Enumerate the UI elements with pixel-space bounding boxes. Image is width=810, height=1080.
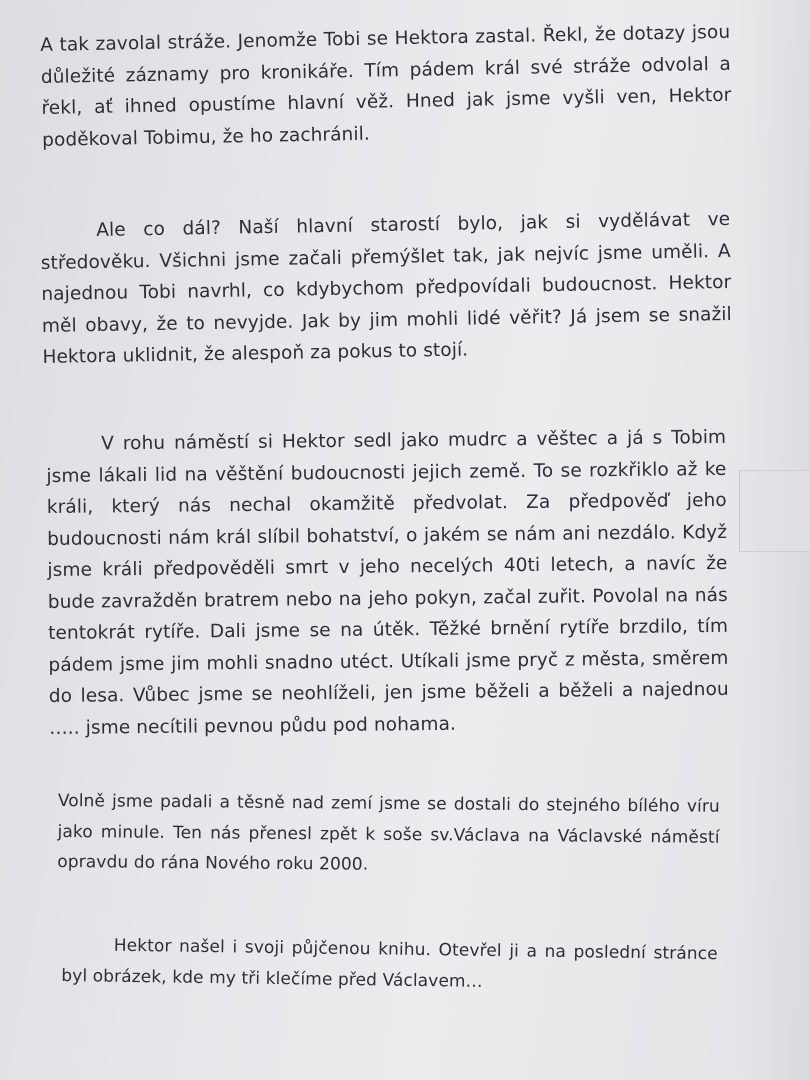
paragraph-5: Hektor našel i svoji půjčenou knihu. Otevřel ji a na poslední stránce byl obrázek, kde my tři klečíme před Václavem… <box>61 935 718 992</box>
paragraph-2: Ale co dál? Naší hlavní starostí bylo, jak si vydělávat ve středověku. Všichni jsme začali přemýšlet tak, jak nejvíc jsme uměli. A najednou Tobi navrhl, co kdybychom předpovídali budoucnost. Hektor měl obavy, že to nevyjde. Jak by jim mohli lidé věřit? Já jsem se snažil Hektora uklidnit, že alespoň za pokus to stojí. <box>40 208 732 368</box>
page-edge-notch <box>739 470 810 552</box>
paragraph-3: V rohu náměstí si Hektor sedl jako mudrc a věštec a já s Tobim jsme lákali lid na věštění budoucnosti jejich země. To se rozkřiklo až ke králi, který nás nechal okamžitě předvolat. Za předpověď jeho budoucnosti nám král slíbil bohatství, o jakém se nám ani nezdálo. Když jsme králi předpověděli smrt v jeho necelých 40ti letech, a navíc že bude zavražděn bratrem nebo na jeho pokyn, začal zuřit. Povolal na nás tentokrát rytíře. Dali jsme se na útěk. Těžké brnění rytíře brzdilo, tím pádem jsme jim mohli snadno utéct. Utíkali jsme pryč z města, směrem do lesa. Vůbec jsme se neohlíželi, jen jsme běželi a běželi a najednou ….. jsme necítili pevnou půdu pod nohama. <box>46 426 729 739</box>
paragraph-1: A tak zavolal stráže. Jenomže Tobi se Hektora zastal. Řekl, že dotazy jsou důležité záznamy pro kronikáře. Tím pádem král své stráže odvolal a řekl, ať ihned opustíme hlavní věž. Hned jak jsme vyšli ven, Hektor poděkoval Tobimu, že ho zachránil. <box>40 21 732 151</box>
paragraph-4: Volně jsme padali a těsně nad zemí jsme se dostali do stejného bílého víru jako minule. Ten nás přenesl zpět k soše sv.Václava na Václavské náměstí opravdu do rána Nového roku 2000. <box>57 790 720 875</box>
